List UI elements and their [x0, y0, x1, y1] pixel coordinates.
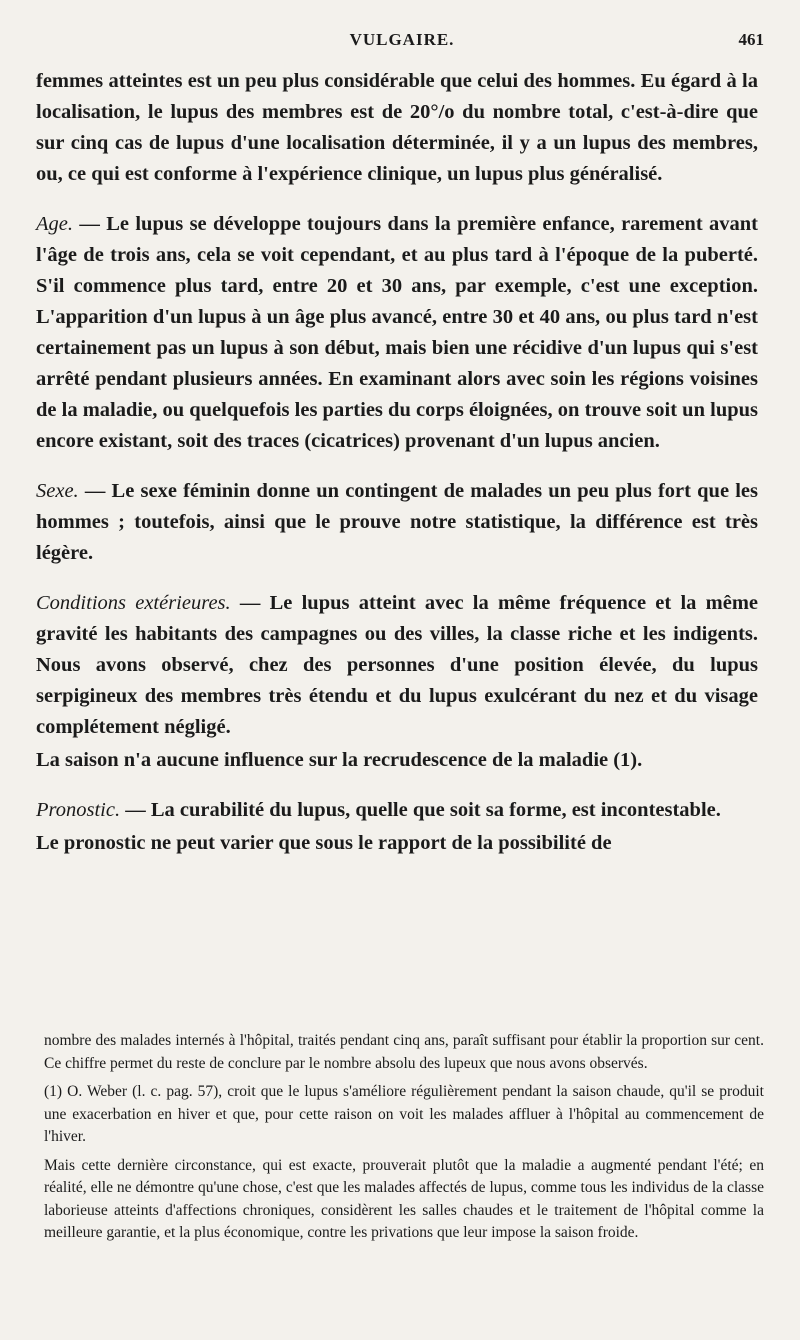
- paragraph-sexe: [36, 476, 758, 569]
- paragraph-heading: Age.: [36, 213, 73, 235]
- paragraph-body: Le pronostic ne peut varier que sous le rapport de la possibilité de: [36, 832, 612, 854]
- footnote-continuation: nombre des malades internés à l'hôpital, traités pendant cinq ans, paraît suffisant pour établir la proportion sur cent. Ce chiffre permet du reste de conclure par le nombre absolu des lupeux que nous avons observés.: [44, 1032, 764, 1072]
- paragraph-pronostic: [36, 795, 758, 826]
- paragraph-body: — Le lupus atteint avec la même fréquence et la même gravité les habitants des campagnes ou des villes, la classe riche et les indigents. Nous avons observé, chez des personnes d'une position élevée, du lupus serpigineux des membres très étendu et du lupus exulcérant du nez et du visage complétement négligé.: [36, 592, 758, 738]
- footnote-1: (1) O. Weber (l. c. pag. 57), croit que le lupus s'améliore régulièrement pendant la saison chaude, qu'il se produit une exacerbation en hiver et que, pour cette raison on voit les malades affluer à l'hôpital au commencement de l'hiver.: [44, 1083, 764, 1145]
- paragraph-age: [36, 209, 758, 457]
- paragraph-heading: Conditions extérieures.: [36, 592, 231, 614]
- paragraph-body: — Le lupus se développe toujours dans la première enfance, rarement avant l'âge de trois ans, cela se voit cependant, et au plus tard à l'époque de la puberté. S'il commence plus tard, entre 20 et 30 ans, par exemple, c'est une exception. L'apparition d'un lupus à un âge plus avancé, entre 30 et 40 ans, ou plus tard n'est certainement pas un lupus à son début, mais bien une récidive d'un lupus qui s'est arrêté pendant plusieurs années. En examinant alors avec soin les régions voisines de la maladie, ou quelquefois les parties du corps éloignées, on trouve soit un lupus encore existant, soit des traces (cicatrices) provenant d'un lupus ancien.: [36, 213, 758, 452]
- page-number: 461: [738, 30, 764, 49]
- paragraph-body: — Le sexe féminin donne un contingent de malades un peu plus fort que les hommes ; toutefois, ainsi que le prouve notre statistique, la différence est très légère.: [36, 480, 758, 564]
- main-text: [36, 66, 758, 859]
- paragraph-heading: Pronostic.: [36, 799, 121, 821]
- paragraph-body: femmes atteintes est un peu plus considérable que celui des hommes. Eu égard à la localisation, le lupus des membres est de 20°/o du nombre total, c'est-à-dire que sur cinq cas de lupus d'une localisation déterminée, il y a un lupus des membres, ou, ce qui est conforme à l'expérience clinique, un lupus plus généralisé.: [36, 70, 758, 185]
- paragraph-body: La saison n'a aucune influence sur la recrudescence de la maladie (1).: [36, 749, 643, 771]
- paragraph-pronostic-cont: [36, 828, 758, 859]
- paragraph-body: — La curabilité du lupus, quelle que soit sa forme, est incontestable.: [120, 799, 721, 821]
- footnote-1-cont: Mais cette dernière circonstance, qui est exacte, prouverait plutôt que la maladie a augmenté pendant l'été; en réalité, elle ne démontre qu'une chose, c'est que les malades affectés de lupus, comme tous les individus de la classe laborieuse atteints d'affections chroniques, considèrent les salles chaudes et le traitement de l'hôpital comme la meilleure garantie, et la plus économique, contre les privations que leur impose la saison froide.: [44, 1156, 764, 1241]
- paragraph-saison: [36, 745, 758, 776]
- paragraph-heading: Sexe.: [36, 480, 79, 502]
- paragraph-continuation: [36, 66, 758, 190]
- running-title: VULGAIRE.: [349, 30, 455, 49]
- paragraph-conditions: [36, 588, 758, 743]
- footnotes: [44, 1030, 764, 1245]
- page-header: [40, 30, 764, 58]
